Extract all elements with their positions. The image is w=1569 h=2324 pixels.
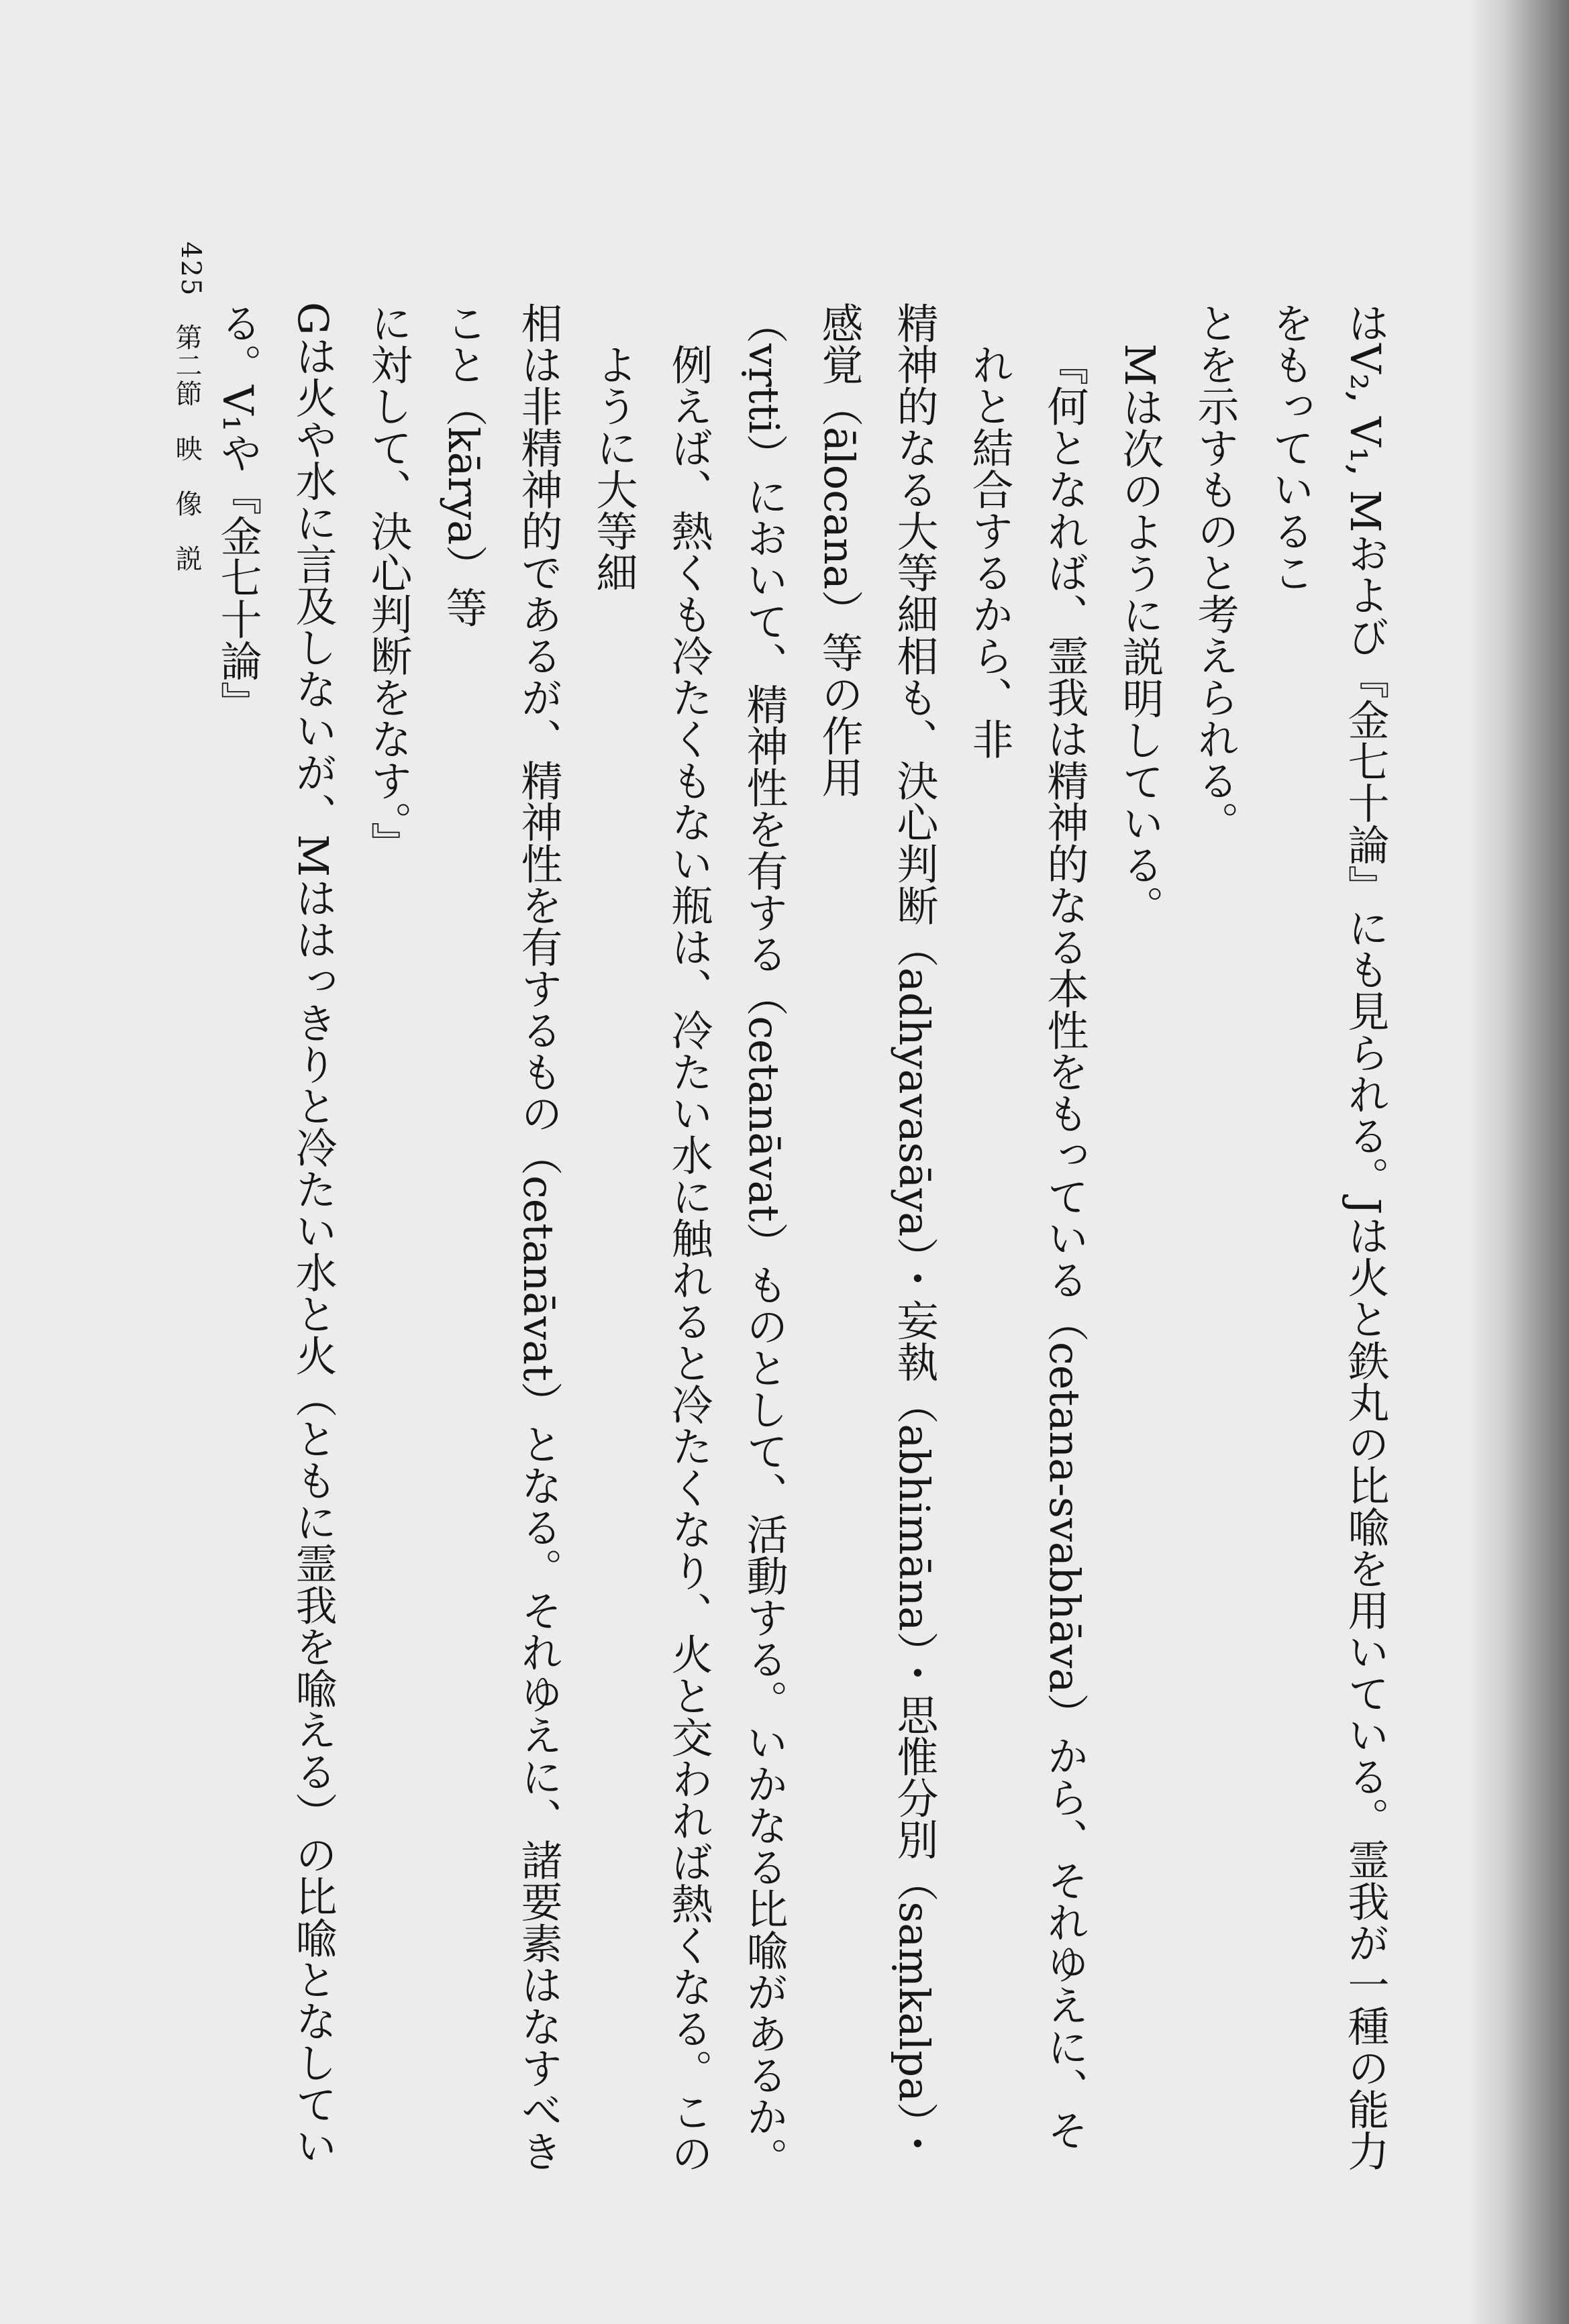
text-line: とを示すものと考えられる。 — [1191, 302, 1239, 843]
page-number: 425 — [175, 242, 206, 297]
quote-line: 精神的なる大等細相も、決心判断（adhyavasāya）・妄執（abhimāna）・思惟分別（saṃkalpa）・感覚（ālocana）等の作用 — [815, 302, 939, 2164]
text-line: Mは次のように説明している。 — [1115, 344, 1164, 927]
quote-line: 例えば、熱くも冷たくもない瓶は、冷たい水に触れると冷たくなり、火と交われば熱くなる。このように大等細 — [589, 344, 713, 2174]
running-head — [168, 242, 206, 600]
book-page — [168, 201, 1409, 2201]
text-line: Gは火や水に言及しないが、Mははっきりと冷たい水と火（ともに霊我を喩える）の比喩となしている。V₁や『金七十論』 — [213, 302, 338, 2167]
body-text — [208, 302, 1403, 2180]
text-line: はV₂, V₁, Mおよび『金七十論』にも見られる。Jは火と鉄丸の比喩を用いている。霊我が一種の能力をもっているこ — [1266, 302, 1390, 2172]
quote-line: に対して、決心判断をなす。』 — [364, 302, 413, 863]
scan-shadow — [1468, 0, 1569, 2324]
quote-line: 『何となれば、霊我は精神的なる本性をもっている（cetana-svabhāva）から、それゆえに、それと結合するから、非 — [965, 344, 1089, 2151]
section-label: 第二節 — [171, 323, 202, 409]
section-title-char: 説 — [171, 545, 202, 574]
section-title-char: 映 — [171, 435, 202, 464]
quote-line: 相は非精神的であるが、精神性を有するもの（cetanāvat）となる。それゆえに、諸要素はなすべきこと（kārya）等 — [439, 302, 563, 2172]
quote-line: （vṛtti）において、精神性を有する（cetanāvat）ものとして、活動する。いかなる比喩があるか。 — [740, 302, 789, 2179]
section-title-char: 像 — [171, 490, 202, 519]
